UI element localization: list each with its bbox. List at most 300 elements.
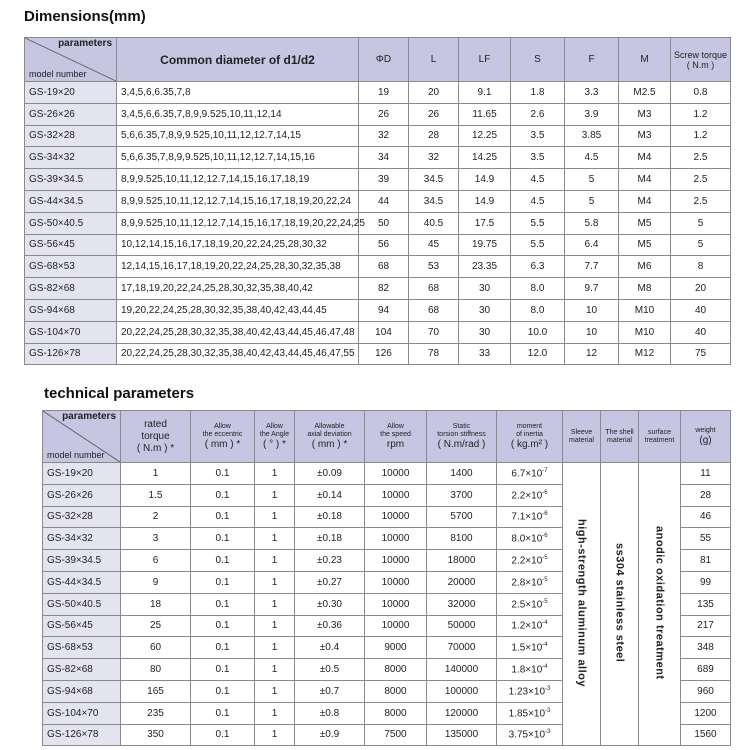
- L-cell: 68: [409, 299, 459, 321]
- inertia-cell: [497, 571, 563, 593]
- LF-cell: 30: [459, 278, 511, 300]
- inertia-mantissa: 8.0×10: [511, 533, 543, 545]
- M-cell: M10: [619, 321, 671, 343]
- model-cell: GS-44×34.5: [25, 190, 117, 212]
- M-cell: M6: [619, 256, 671, 278]
- inertia-mantissa: 7.1×10: [511, 511, 543, 523]
- diameter-cell: 20,22,24,25,28,30,32,35,38,40,42,43,44,45,46,47,48: [117, 321, 359, 343]
- F-cell: 12: [565, 343, 619, 365]
- speed-cell: 10000: [365, 528, 427, 550]
- inertia-cell: [497, 702, 563, 724]
- weight-cell: 55: [681, 528, 731, 550]
- inertia-exponent: -5: [542, 576, 548, 583]
- weight-cell: 81: [681, 550, 731, 572]
- rated-torque-cell: 2: [121, 506, 191, 528]
- inertia-cell: [497, 680, 563, 702]
- F-cell: 4.5: [565, 147, 619, 169]
- eccentric-cell: 0.1: [191, 550, 255, 572]
- weight-cell: 348: [681, 637, 731, 659]
- h-unit: ( mm ) *: [311, 438, 348, 450]
- table-row: [25, 321, 731, 343]
- inertia-mantissa: 1.23×10: [508, 686, 546, 698]
- angle-cell: 1: [255, 724, 295, 746]
- L-cell: 68: [409, 278, 459, 300]
- M-cell: M8: [619, 278, 671, 300]
- dimensions-title: Dimensions(mm): [24, 8, 146, 25]
- model-cell: GS-94×68: [43, 680, 121, 702]
- D-cell: 39: [359, 169, 409, 191]
- h-unit: rpm: [386, 438, 405, 450]
- angle-cell: 1: [255, 593, 295, 615]
- rated-torque-header: [121, 411, 191, 463]
- S-cell: 4.5: [511, 169, 565, 191]
- stiffness-cell: 1400: [427, 463, 497, 485]
- angle-cell: 1: [255, 506, 295, 528]
- weight-cell: 28: [681, 484, 731, 506]
- h-line: torsion stiffness: [437, 430, 486, 438]
- inertia-cell: [497, 528, 563, 550]
- table-row: [25, 82, 731, 104]
- eccentric-cell: 0.1: [191, 528, 255, 550]
- F-cell: 10: [565, 321, 619, 343]
- eccentric-cell: 0.1: [191, 571, 255, 593]
- model-cell: GS-50×40.5: [43, 593, 121, 615]
- F-cell: 7.7: [565, 256, 619, 278]
- LF-cell: 19.75: [459, 234, 511, 256]
- inertia-cell: [497, 615, 563, 637]
- model-number-label: model number: [47, 450, 105, 460]
- model-cell: GS-26×26: [43, 484, 121, 506]
- inertia-exponent: -4: [542, 642, 548, 649]
- axial-cell: ±0.14: [295, 484, 365, 506]
- F-cell: 10: [565, 299, 619, 321]
- inertia-mantissa: 2.2×10: [511, 555, 543, 567]
- LF-cell: 11.65: [459, 103, 511, 125]
- diameter-cell: 5,6,6.35,7,8,9,9.525,10,11,12,12.7,14,15: [117, 125, 359, 147]
- speed-cell: 8000: [365, 659, 427, 681]
- rated-torque-cell: 350: [121, 724, 191, 746]
- inertia-exponent: -7: [542, 467, 548, 474]
- F-cell: 3.85: [565, 125, 619, 147]
- eccentric-cell: 0.1: [191, 680, 255, 702]
- parameters-label: parameters: [58, 38, 112, 49]
- shell-material-header: [601, 411, 639, 463]
- h-unit: ( N.m/rad ): [437, 438, 486, 450]
- inertia-cell: [497, 484, 563, 506]
- h-line: material: [569, 436, 594, 444]
- tech-header-diagonal: [43, 411, 121, 463]
- L-cell: 70: [409, 321, 459, 343]
- inertia-mantissa: 2.8×10: [511, 577, 543, 589]
- inertia-mantissa: 1.5×10: [511, 642, 543, 654]
- dim-header-diagonal: [25, 38, 117, 82]
- weight-cell: 99: [681, 571, 731, 593]
- stiffness-cell: 18000: [427, 550, 497, 572]
- M-cell: M2.5: [619, 82, 671, 104]
- parameters-label: parameters: [62, 411, 116, 422]
- inertia-exponent: -5: [542, 554, 548, 561]
- col-header-D: ΦD: [359, 38, 409, 82]
- axial-cell: ±0.27: [295, 571, 365, 593]
- sleeve-material-cell-text: high-strength aluminum alloy: [575, 518, 588, 687]
- speed-cell: 10000: [365, 550, 427, 572]
- h-line: torque: [141, 430, 170, 442]
- allow-angle-header: [255, 411, 295, 463]
- S-cell: 6.3: [511, 256, 565, 278]
- diameter-cell: 3,4,5,6,6.35,7,8: [117, 82, 359, 104]
- h-line: treatment: [644, 436, 675, 444]
- angle-cell: 1: [255, 702, 295, 724]
- inertia-exponent: -6: [542, 533, 548, 540]
- F-cell: 3.9: [565, 103, 619, 125]
- inertia-exponent: -6: [542, 511, 548, 518]
- F-cell: 5: [565, 169, 619, 191]
- M-cell: M5: [619, 234, 671, 256]
- speed-cell: 10000: [365, 506, 427, 528]
- D-cell: 94: [359, 299, 409, 321]
- rated-torque-cell: 25: [121, 615, 191, 637]
- angle-cell: 1: [255, 637, 295, 659]
- S-cell: 3.5: [511, 147, 565, 169]
- inertia-mantissa: 2.5×10: [511, 598, 543, 610]
- common-diameter-header: Common diameter of d1/d2: [117, 38, 359, 82]
- angle-cell: 1: [255, 659, 295, 681]
- axial-cell: ±0.09: [295, 463, 365, 485]
- rated-torque-cell: 6: [121, 550, 191, 572]
- stiffness-cell: 70000: [427, 637, 497, 659]
- inertia-mantissa: 6.7×10: [511, 468, 543, 480]
- surface-treatment-cell: [639, 463, 681, 746]
- diameter-cell: 8,9,9.525,10,11,12,12.7,14,15,16,17,18,19,20,22,24: [117, 190, 359, 212]
- diameter-cell: 3,4,5,6,6.35,7,8,9,9.525,10,11,12,14: [117, 103, 359, 125]
- inertia-cell: [497, 593, 563, 615]
- model-cell: GS-32×28: [43, 506, 121, 528]
- axial-cell: ±0.9: [295, 724, 365, 746]
- speed-cell: 7500: [365, 724, 427, 746]
- model-cell: GS-126×78: [43, 724, 121, 746]
- col-header-LF: LF: [459, 38, 511, 82]
- screw-torque-cell: 5: [671, 234, 731, 256]
- axial-cell: ±0.30: [295, 593, 365, 615]
- D-cell: 50: [359, 212, 409, 234]
- stiffness-cell: 3700: [427, 484, 497, 506]
- M-cell: M4: [619, 190, 671, 212]
- F-cell: 5: [565, 190, 619, 212]
- model-number-label: model number: [29, 69, 87, 79]
- dimensions-table: [24, 37, 731, 365]
- screw-torque-cell: 20: [671, 278, 731, 300]
- weight-cell: 217: [681, 615, 731, 637]
- LF-cell: 30: [459, 321, 511, 343]
- M-cell: M4: [619, 169, 671, 191]
- speed-cell: 8000: [365, 702, 427, 724]
- inertia-mantissa: 3.75×10: [508, 729, 546, 741]
- inertia-cell: [497, 724, 563, 746]
- axial-cell: ±0.7: [295, 680, 365, 702]
- h-unit: ( N.m ) *: [136, 442, 175, 454]
- diameter-cell: 19,20,22,24,25,28,30,32,35,38,40,42,43,44,45: [117, 299, 359, 321]
- model-cell: GS-34×32: [25, 147, 117, 169]
- screw-torque-cell: 8: [671, 256, 731, 278]
- axial-cell: ±0.4: [295, 637, 365, 659]
- screw-torque-cell: 2.5: [671, 169, 731, 191]
- model-cell: GS-94×68: [25, 299, 117, 321]
- model-cell: GS-19×20: [43, 463, 121, 485]
- screw-torque-cell: 75: [671, 343, 731, 365]
- stiffness-cell: 135000: [427, 724, 497, 746]
- stiffness-cell: 8100: [427, 528, 497, 550]
- inertia-exponent: -3: [545, 685, 551, 692]
- h-line: Allow: [214, 422, 231, 430]
- stiffness-cell: 32000: [427, 593, 497, 615]
- L-cell: 26: [409, 103, 459, 125]
- model-cell: GS-68×53: [43, 637, 121, 659]
- h-line: the Angle: [259, 430, 290, 438]
- angle-cell: 1: [255, 484, 295, 506]
- weight-cell: 1560: [681, 724, 731, 746]
- inertia-exponent: -3: [545, 707, 551, 714]
- surface-treatment-header: [639, 411, 681, 463]
- h-line: Static: [452, 422, 471, 430]
- L-cell: 40.5: [409, 212, 459, 234]
- axial-cell: ±0.23: [295, 550, 365, 572]
- screw-torque-cell: 5: [671, 212, 731, 234]
- LF-cell: 23.35: [459, 256, 511, 278]
- M-cell: M5: [619, 212, 671, 234]
- h-line: moment: [516, 422, 543, 430]
- L-cell: 78: [409, 343, 459, 365]
- sleeve-material-header: [563, 411, 601, 463]
- S-cell: 5.5: [511, 212, 565, 234]
- eccentric-cell: 0.1: [191, 593, 255, 615]
- diameter-cell: 8,9,9.525,10,11,12,12.7,14,15,16,17,18,19,20,22,24,25: [117, 212, 359, 234]
- angle-cell: 1: [255, 571, 295, 593]
- D-cell: 44: [359, 190, 409, 212]
- F-cell: 5.8: [565, 212, 619, 234]
- dimensions-header-row: [25, 38, 731, 82]
- stiffness-cell: 5700: [427, 506, 497, 528]
- stiffness-cell: 120000: [427, 702, 497, 724]
- D-cell: 34: [359, 147, 409, 169]
- speed-cell: 10000: [365, 463, 427, 485]
- table-row: [25, 103, 731, 125]
- rated-torque-cell: 3: [121, 528, 191, 550]
- D-cell: 32: [359, 125, 409, 147]
- table-row: [25, 234, 731, 256]
- technical-table: [42, 410, 731, 746]
- inertia-header: [497, 411, 563, 463]
- weight-cell: 46: [681, 506, 731, 528]
- speed-cell: 10000: [365, 571, 427, 593]
- stiffness-cell: 50000: [427, 615, 497, 637]
- inertia-cell: [497, 659, 563, 681]
- diameter-cell: 12,14,15,16,17,18,19,20,22,24,25,28,30,32,35,38: [117, 256, 359, 278]
- model-cell: GS-68×53: [25, 256, 117, 278]
- inertia-mantissa: 2.2×10: [511, 489, 543, 501]
- diameter-cell: 10,12,14,15,16,17,18,19,20,22,24,25,28,30,32: [117, 234, 359, 256]
- S-cell: 10.0: [511, 321, 565, 343]
- angle-cell: 1: [255, 615, 295, 637]
- D-cell: 56: [359, 234, 409, 256]
- technical-header-row: [43, 411, 731, 463]
- L-cell: 32: [409, 147, 459, 169]
- allow-axial-header: [295, 411, 365, 463]
- inertia-cell: [497, 463, 563, 485]
- weight-cell: 135: [681, 593, 731, 615]
- M-cell: M10: [619, 299, 671, 321]
- table-row: [25, 169, 731, 191]
- col-header-S: S: [511, 38, 565, 82]
- D-cell: 82: [359, 278, 409, 300]
- S-cell: 3.5: [511, 125, 565, 147]
- F-cell: 3.3: [565, 82, 619, 104]
- LF-cell: 14.25: [459, 147, 511, 169]
- h-line: of inertia: [516, 430, 543, 438]
- model-cell: GS-104×70: [25, 321, 117, 343]
- axial-cell: ±0.36: [295, 615, 365, 637]
- h-line: Allow: [266, 422, 283, 430]
- screw-torque-cell: 40: [671, 321, 731, 343]
- inertia-exponent: -6: [542, 489, 548, 496]
- model-cell: GS-56×45: [25, 234, 117, 256]
- rated-torque-cell: 80: [121, 659, 191, 681]
- table-row: [25, 147, 731, 169]
- inertia-exponent: -3: [545, 729, 551, 736]
- col-header-F: F: [565, 38, 619, 82]
- speed-cell: 10000: [365, 484, 427, 506]
- S-cell: 12.0: [511, 343, 565, 365]
- D-cell: 104: [359, 321, 409, 343]
- table-row: [43, 463, 731, 485]
- static-stiffness-header: [427, 411, 497, 463]
- inertia-exponent: -5: [542, 598, 548, 605]
- M-cell: M4: [619, 147, 671, 169]
- M-cell: M3: [619, 103, 671, 125]
- M-cell: M12: [619, 343, 671, 365]
- rated-torque-cell: 165: [121, 680, 191, 702]
- table-row: [25, 343, 731, 365]
- screw-torque-cell: 2.5: [671, 147, 731, 169]
- L-cell: 53: [409, 256, 459, 278]
- LF-cell: 14.9: [459, 190, 511, 212]
- S-cell: 5.5: [511, 234, 565, 256]
- h-unit: ( ° ) *: [263, 438, 286, 450]
- inertia-mantissa: 1.8×10: [511, 664, 543, 676]
- F-cell: 6.4: [565, 234, 619, 256]
- weight-header: [681, 411, 731, 463]
- LF-cell: 12.25: [459, 125, 511, 147]
- h-line: material: [607, 436, 632, 444]
- eccentric-cell: 0.1: [191, 659, 255, 681]
- L-cell: 20: [409, 82, 459, 104]
- h-line: The shell: [605, 428, 634, 436]
- h-line: Allowable: [314, 422, 345, 430]
- screw-torque-cell: 1.2: [671, 103, 731, 125]
- weight-cell: 1200: [681, 702, 731, 724]
- axial-cell: ±0.5: [295, 659, 365, 681]
- allow-eccentric-header: [191, 411, 255, 463]
- model-cell: GS-26×26: [25, 103, 117, 125]
- stiffness-cell: 100000: [427, 680, 497, 702]
- eccentric-cell: 0.1: [191, 615, 255, 637]
- rated-torque-cell: 60: [121, 637, 191, 659]
- model-cell: GS-50×40.5: [25, 212, 117, 234]
- h-line: surface: [648, 428, 671, 436]
- eccentric-cell: 0.1: [191, 637, 255, 659]
- rated-torque-cell: 235: [121, 702, 191, 724]
- axial-cell: ±0.8: [295, 702, 365, 724]
- eccentric-cell: 0.1: [191, 724, 255, 746]
- eccentric-cell: 0.1: [191, 463, 255, 485]
- speed-cell: 8000: [365, 680, 427, 702]
- angle-cell: 1: [255, 550, 295, 572]
- col-header-M: M: [619, 38, 671, 82]
- S-cell: 2.6: [511, 103, 565, 125]
- diameter-cell: 17,18,19,20,22,24,25,28,30,32,35,38,40,42: [117, 278, 359, 300]
- model-cell: GS-39×34.5: [43, 550, 121, 572]
- h-line: Sleeve: [570, 428, 593, 436]
- D-cell: 126: [359, 343, 409, 365]
- surface-treatment-cell-text: anodic oxidation treatment: [653, 525, 666, 680]
- stiffness-cell: 20000: [427, 571, 497, 593]
- eccentric-cell: 0.1: [191, 506, 255, 528]
- model-cell: GS-44×34.5: [43, 571, 121, 593]
- speed-cell: 10000: [365, 615, 427, 637]
- h-line: the eccentric: [202, 430, 243, 438]
- eccentric-cell: 0.1: [191, 484, 255, 506]
- screw-torque-cell: 40: [671, 299, 731, 321]
- L-cell: 45: [409, 234, 459, 256]
- model-cell: GS-82×68: [25, 278, 117, 300]
- weight-cell: 689: [681, 659, 731, 681]
- axial-cell: ±0.18: [295, 506, 365, 528]
- angle-cell: 1: [255, 680, 295, 702]
- h-line: weight: [695, 426, 716, 434]
- screw-torque-label: Screw torque: [673, 49, 728, 60]
- stiffness-cell: 140000: [427, 659, 497, 681]
- L-cell: 28: [409, 125, 459, 147]
- table-row: [25, 256, 731, 278]
- inertia-cell: [497, 637, 563, 659]
- inertia-mantissa: 1.85×10: [508, 707, 546, 719]
- h-unit: ( kg.m² ): [510, 438, 549, 450]
- screw-torque-cell: 2.5: [671, 190, 731, 212]
- h-line: axial deviation: [307, 430, 352, 438]
- S-cell: 4.5: [511, 190, 565, 212]
- weight-cell: 960: [681, 680, 731, 702]
- inertia-cell: [497, 506, 563, 528]
- model-cell: GS-82×68: [43, 659, 121, 681]
- LF-cell: 33: [459, 343, 511, 365]
- model-cell: GS-126×78: [25, 343, 117, 365]
- h-line: the speed: [380, 430, 411, 438]
- S-cell: 8.0: [511, 278, 565, 300]
- L-cell: 34.5: [409, 190, 459, 212]
- screw-torque-unit: ( N.m ): [686, 59, 715, 70]
- axial-cell: ±0.18: [295, 528, 365, 550]
- rated-torque-cell: 1: [121, 463, 191, 485]
- model-cell: GS-104×70: [43, 702, 121, 724]
- F-cell: 9.7: [565, 278, 619, 300]
- rated-torque-cell: 18: [121, 593, 191, 615]
- table-row: [25, 299, 731, 321]
- model-cell: GS-32×28: [25, 125, 117, 147]
- D-cell: 68: [359, 256, 409, 278]
- table-row: [25, 212, 731, 234]
- model-cell: GS-34×32: [43, 528, 121, 550]
- rated-torque-cell: 1.5: [121, 484, 191, 506]
- S-cell: 8.0: [511, 299, 565, 321]
